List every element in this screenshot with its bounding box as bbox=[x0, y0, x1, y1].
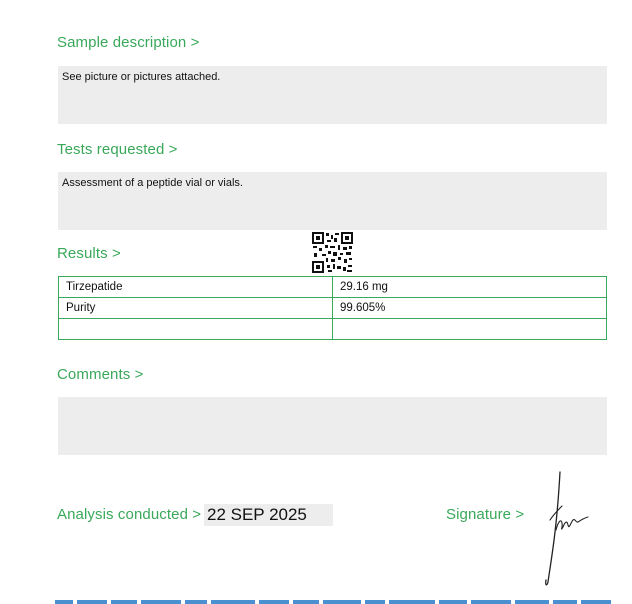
result-name: Tirzepatide bbox=[59, 277, 333, 298]
results-table bbox=[58, 276, 607, 340]
analysis-date-field bbox=[204, 504, 333, 526]
comments-heading: Comments > bbox=[57, 366, 144, 383]
tests-requested-box bbox=[58, 172, 607, 230]
signature-icon bbox=[538, 470, 598, 588]
result-value bbox=[333, 319, 607, 340]
analysis-date: 22 SEP 2025 bbox=[207, 505, 307, 524]
result-value: 29.16 mg bbox=[333, 277, 607, 298]
tests-requested-text: Assessment of a peptide vial or vials. bbox=[62, 177, 243, 189]
footer-text-cutoff bbox=[55, 598, 615, 604]
table-row bbox=[59, 319, 607, 340]
signature-label: Signature > bbox=[446, 506, 525, 523]
tests-requested-heading: Tests requested > bbox=[57, 141, 178, 158]
sample-description-heading: Sample description > bbox=[57, 34, 200, 51]
result-name bbox=[59, 319, 333, 340]
result-value: 99.605% bbox=[333, 298, 607, 319]
results-heading: Results > bbox=[57, 245, 121, 262]
sample-description-text: See picture or pictures attached. bbox=[62, 71, 221, 83]
table-row bbox=[59, 298, 607, 319]
analysis-conducted-label: Analysis conducted > bbox=[57, 506, 202, 523]
table-row bbox=[59, 277, 607, 298]
qr-code-icon bbox=[312, 232, 353, 273]
comments-box bbox=[58, 397, 607, 455]
result-name: Purity bbox=[59, 298, 333, 319]
sample-description-box bbox=[58, 66, 607, 124]
